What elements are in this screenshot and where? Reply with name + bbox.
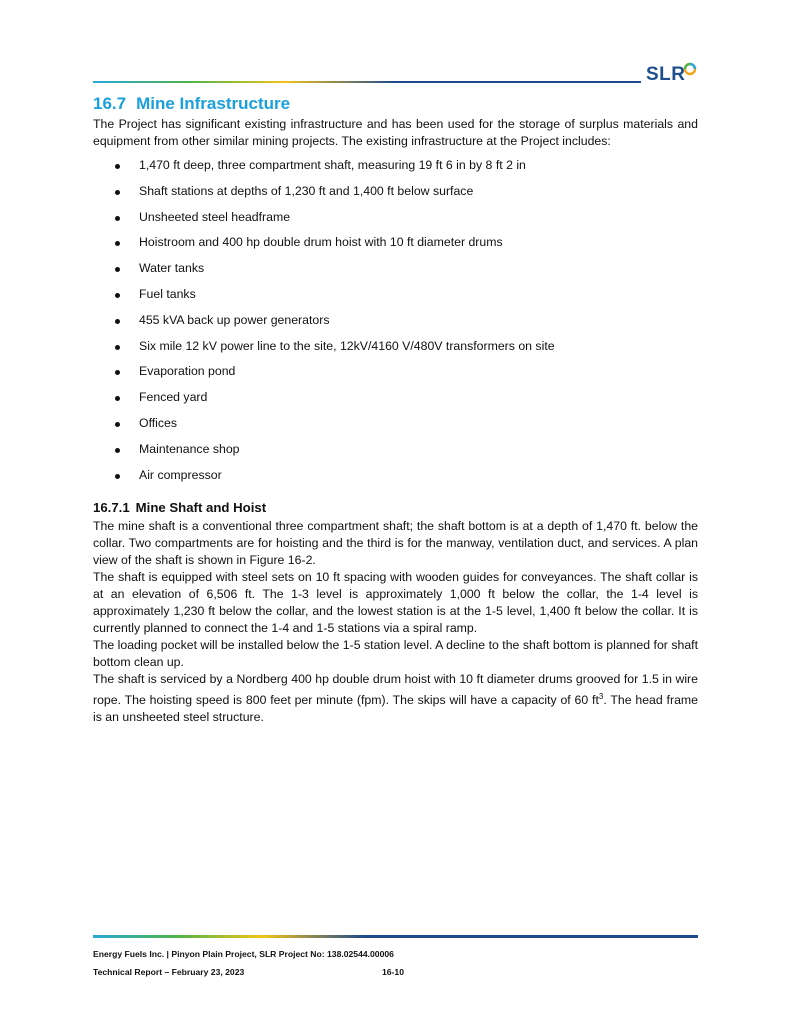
paragraph-shaft-description: The mine shaft is a conventional three compartment shaft; the shaft bottom is at a depth of 1,470 ft. below the collar. Two compartments are for hoisting and the third is for the manway, ventilation duct, and services. A plan view of the shaft is shown in Figure 16-2. (93, 519, 698, 568)
infrastructure-list (93, 157, 698, 492)
list-item (93, 234, 698, 260)
subsection-number: 16.7.1 (93, 500, 130, 516)
list-item (93, 209, 698, 235)
list-item (93, 338, 698, 364)
header-rule (93, 81, 641, 83)
list-item-text: Unsheeted steel headframe (139, 209, 291, 224)
paragraph-hoist (93, 671, 698, 726)
logo-text: SLR (646, 64, 686, 85)
bullet-icon (115, 216, 120, 221)
bullet-icon (115, 241, 120, 246)
list-item-text: Maintenance shop (139, 441, 240, 456)
list-item (93, 260, 698, 286)
list-item (93, 441, 698, 467)
page-number: 16-10 (382, 967, 404, 977)
list-item (93, 363, 698, 389)
list-item (93, 286, 698, 312)
subsection-title: Mine Shaft and Hoist (135, 500, 267, 516)
logo-mark-icon (683, 62, 697, 76)
list-item-text: Shaft stations at depths of 1,230 ft and 1,400 ft below surface (139, 183, 474, 198)
bullet-icon (115, 474, 120, 479)
list-item-text: Six mile 12 kV power line to the site, 12kV/4160 V/480V transformers on site (139, 338, 555, 353)
list-item (93, 467, 698, 493)
section-heading (93, 92, 698, 116)
section-number: 16.7 (93, 94, 127, 113)
superscript: 3 (598, 692, 604, 702)
list-item (93, 157, 698, 183)
list-item-text: 1,470 ft deep, three compartment shaft, measuring 19 ft 6 in by 8 ft 2 in (139, 158, 526, 172)
bullet-icon (115, 448, 120, 453)
list-item (93, 415, 698, 441)
section-title: Mine Infrastructure (136, 94, 291, 113)
bullet-icon (115, 370, 120, 375)
hoist-text-tail: . The head frame is an unsheeted steel structure. (93, 693, 698, 725)
list-item-text: Offices (139, 415, 178, 430)
subsection-heading (93, 498, 698, 518)
intro-paragraph: The Project has significant existing infrastructure and has been used for the storage of surplus materials and equipment from other similar mining projects. The existing infrastructure at the Project includes: (93, 117, 698, 148)
bullet-icon (115, 422, 120, 427)
footer-report-line: Technical Report – February 23, 2023 (93, 967, 245, 977)
bullet-icon (115, 190, 120, 195)
bullet-icon (115, 319, 120, 324)
list-item-text: Air compressor (139, 467, 222, 482)
bullet-icon (115, 345, 120, 350)
list-item-text: Hoistroom and 400 hp double drum hoist with 10 ft diameter drums (139, 235, 503, 250)
bullet-icon (115, 396, 120, 401)
hoist-text: The shaft is serviced by a Nordberg 400 hp double drum hoist with 10 ft diameter drums grooved for 1.5 in wire rope. The hoisting speed is 800 feet per minute (fpm). The skips will have a capacity of 60 ft (93, 672, 698, 708)
bullet-icon (115, 164, 120, 169)
list-item (93, 183, 698, 209)
list-item (93, 389, 698, 415)
paragraph-shaft-equipment: The shaft is equipped with steel sets on 10 ft spacing with wooden guides for conveyances. The shaft collar is at an elevation of 6,506 ft. The 1-3 level is approximately 1,000 ft below the collar, the 1-4 level is approximately 1,230 ft below the collar, and the lowest station is at the 1-5 level, 1,400 ft below the collar. It is currently planned to connect the 1-4 and 1-5 stations via a spiral ramp. (93, 570, 698, 636)
bullet-icon (115, 293, 120, 298)
list-item-text: Evaporation pond (139, 364, 236, 379)
slr-logo (646, 62, 698, 86)
footer-rule (93, 935, 698, 938)
paragraph-loading-pocket: The loading pocket will be installed below the 1-5 station level. A decline to the shaft bottom is planned for shaft bottom clean up. (93, 638, 698, 670)
list-item-text: Fuel tanks (139, 286, 196, 301)
bullet-icon (115, 267, 120, 272)
list-item-text: 455 kVA back up power generators (139, 312, 330, 327)
list-item-text: Water tanks (139, 261, 205, 276)
footer-project-line: Energy Fuels Inc. | Pinyon Plain Project, SLR Project No: 138.02544.00006 (93, 949, 394, 959)
list-item (93, 312, 698, 338)
main-content (93, 92, 698, 726)
list-item-text: Fenced yard (139, 390, 208, 405)
